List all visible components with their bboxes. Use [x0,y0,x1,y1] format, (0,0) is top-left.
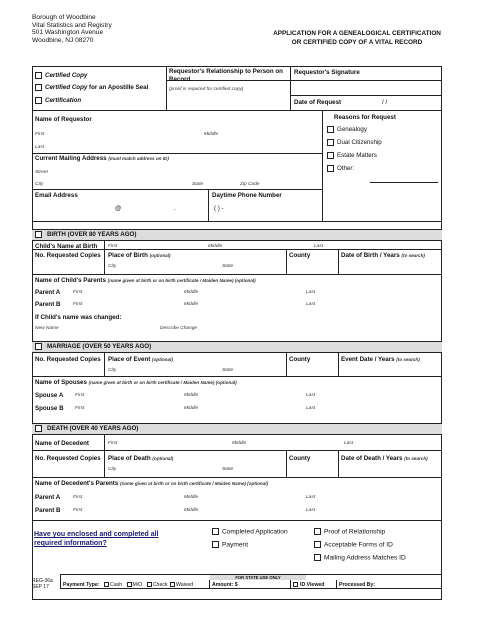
check-forms-of-id[interactable] [314,541,393,548]
death-date-text: Date of Death / Years [341,455,403,462]
death-copies-label: No. Requested Copies [35,455,101,462]
divider [336,580,337,589]
divider [338,450,339,477]
death-section-bar[interactable] [32,423,442,435]
decedent-parents-label [35,480,268,487]
mailing-address-note: (must match address on ID) [108,156,169,161]
processed-by-label: Processed By: [339,582,376,588]
death-place-label [108,455,173,462]
birth-parent-a-label: Parent A [35,289,61,296]
child-middle[interactable]: Middle [208,244,223,249]
child-last[interactable]: Last [314,244,324,249]
reason-genealogy[interactable] [327,126,367,133]
mo-checkbox[interactable] [127,582,132,587]
form-id [32,578,53,590]
spouse-b-label: Spouse B [35,405,64,412]
mailing-address-text: Current Mailing Address [35,155,107,162]
date-of-request-label: Date of Request [294,99,342,106]
state-field[interactable]: State [192,182,204,187]
reason-checkbox[interactable] [327,139,334,146]
street-field[interactable]: Street [35,170,48,175]
decedent-parent-a-last[interactable]: Last [306,495,316,500]
marriage-date-note: (to search) [396,357,420,362]
divider [104,241,105,274]
decedent-parents-text: Name of Decedent's Parents [35,480,119,487]
spouse-a-first[interactable]: First [75,393,85,398]
certification-label: Certification [45,97,82,105]
birth-section-title: BIRTH (OVER 80 YEARS AGO) [47,231,137,238]
divider [32,153,322,154]
relationship-note: (proof is required for certified copy) [169,87,244,92]
death-parent-b-label: Parent B [35,507,61,514]
parent-a-middle[interactable]: Middle [184,290,199,295]
issuer-address [32,14,112,44]
divider [32,477,442,478]
death-parent-a-label: Parent A [35,494,61,501]
marriage-copies-label: No. Requested Copies [35,356,101,363]
decedent-parent-a-middle[interactable]: Middle [184,495,199,500]
mo-label: M/O [132,582,143,588]
death-section-title: DEATH (OVER 40 YEARS AGO) [47,425,139,432]
divider [286,450,287,477]
checklist-question-line2: required information? [34,540,107,547]
reason-checkbox[interactable] [327,152,334,159]
divider [290,95,442,96]
decedent-parents-note: (name given at birth or on birth certificate / Maiden Name) (optional) [120,481,269,486]
marriage-county-label: County [289,356,311,363]
death-date-note: (to search) [404,456,428,461]
id-viewed-label: ID Viewed [300,582,325,588]
mailing-address-label [35,155,169,162]
death-state[interactable]: State [222,467,234,472]
birth-checkbox[interactable] [35,231,42,238]
marriage-section-title: MARRIAGE (OVER 50 YEARS AGO) [47,343,152,350]
death-place-optional: (optional) [152,456,174,461]
cash-checkbox[interactable] [104,582,109,587]
check-payment[interactable] [212,541,248,548]
certified-copy-checkbox[interactable] [35,72,42,79]
spouse-a-label: Spouse A [35,392,64,399]
amount-label [212,582,238,588]
birth-city[interactable]: City [108,264,117,269]
decedent-parent-b-last[interactable]: Last [306,508,316,513]
decedent-label: Name of Decedent [35,440,89,447]
phone-label: Daytime Phone Number [212,192,282,199]
apostille-label-pre: Certified Copy [45,84,88,92]
marriage-section-bar[interactable] [32,341,442,353]
death-place-text: Place of Death [108,455,151,462]
birth-date-note: (to search) [401,253,425,258]
parent-b-last[interactable]: Last [306,302,316,307]
spouses-label [35,379,237,386]
divider [104,435,105,477]
checklist-checkbox[interactable] [212,528,219,535]
birth-date-text: Date of Birth / Years [341,252,400,259]
birth-place-optional: (optional) [149,253,171,258]
other-underline [370,182,438,183]
divider [338,353,339,376]
child-parents-text: Name of Child's Parents [35,277,106,284]
divider [104,353,105,376]
reason-dual-citizenship[interactable] [327,139,382,146]
divider [32,221,442,222]
divider [286,249,287,274]
form-title-line2: OR CERTIFIED COPY OF A VITAL RECORD [291,38,423,46]
check-proof-relationship[interactable] [314,528,385,535]
checklist-question [34,530,158,548]
checklist-checkbox[interactable] [314,541,321,548]
amount-dollar[interactable]: $ [234,582,238,588]
amount-text: Amount: [212,582,234,588]
check-address-matches[interactable] [314,554,406,561]
state-use-header: FOR STATE USE ONLY [210,575,306,580]
birth-date-label [341,252,425,259]
check-completed-application[interactable] [212,528,288,535]
child-first[interactable]: First [108,244,118,249]
marriage-place-label [108,356,173,363]
checklist-question-line1: Have you enclosed and completed all [34,531,159,538]
checklist-checkbox[interactable] [314,554,321,561]
reason-checkbox[interactable] [327,165,334,172]
reason-label: Estate Matters [337,152,377,160]
parent-a-first[interactable]: First [73,290,83,295]
divider [338,249,339,274]
marriage-place-optional: (optional) [152,357,173,362]
id-viewed-checkbox[interactable] [293,582,298,587]
requestor-middle[interactable]: Middle [204,132,219,137]
marriage-checkbox[interactable] [35,343,42,350]
waived-checkbox[interactable] [170,582,175,587]
divider [208,189,209,221]
city-field[interactable]: City [35,182,44,187]
decedent-parent-a-first[interactable]: First [73,495,83,500]
reason-checkbox[interactable] [327,126,334,133]
child-parents-note: (name given at birth or on birth certificate / Maiden Name) (optional) [107,278,256,283]
child-name-label: Child's Name at Birth [35,243,98,250]
form-title-line1: APPLICATION FOR A GENEALOGICAL CERTIFICATION [273,30,441,37]
apostille-checkbox[interactable] [35,84,42,91]
relationship-label: Requestor's Relationship to Person on Record [169,68,283,83]
divider [290,66,291,110]
spouse-b-middle[interactable]: Middle [184,406,199,411]
parent-b-middle[interactable]: Middle [184,302,199,307]
divider [32,450,442,451]
checklist-label: Proof of Relationship [324,528,386,536]
birth-place-text: Place of Birth [108,252,148,259]
certification-option[interactable] [35,97,81,104]
spouses-note: (name given at birth or on birth certificate / Maiden Name) (optional) [88,380,237,385]
birth-place-label [108,252,171,259]
reason-estate[interactable] [327,152,377,159]
phone-field[interactable]: ( ) - [214,205,224,212]
email-at[interactable]: @ [115,205,122,212]
child-parents-label [35,277,256,284]
describe-change-field[interactable]: Describe Change [160,326,198,331]
birth-county-label: County [289,252,311,259]
checklist-checkbox[interactable] [314,528,321,535]
divider [32,274,442,275]
issuer-line: Woodbine, NJ 08270 [32,36,94,44]
requestor-last[interactable]: Last [35,145,45,150]
birth-state[interactable]: State [222,264,234,269]
spouse-a-middle[interactable]: Middle [184,393,199,398]
form-id-code: REG-36a [32,578,53,584]
marriage-state[interactable]: State [222,368,234,373]
death-date-label [341,455,428,462]
decedent-middle[interactable]: Middle [232,441,247,446]
reason-label: Dual Citizenship [337,139,382,147]
birth-copies-label: No. Requested Copies [35,252,101,259]
checklist-label: Mailing Address Matches ID [324,554,406,562]
requestor-name-label: Name of Requestor [35,116,92,123]
checklist-checkbox[interactable] [212,541,219,548]
decedent-parent-b-first[interactable]: First [73,508,83,513]
zip-field[interactable]: Zip Code [240,182,260,187]
form-id-date: SEP 17 [32,584,49,590]
payment-type-label: Payment Type: [63,582,100,588]
email-label: Email Address [35,192,78,199]
marriage-place-text: Place of Event [108,356,151,363]
divider [209,580,210,589]
divider [322,110,323,221]
reason-other[interactable] [327,165,354,172]
divider [286,353,287,376]
email-dot[interactable]: . [174,205,176,212]
id-viewed[interactable] [293,582,324,588]
issuer-line: Vital Statistics and Registry [32,21,112,29]
marriage-date-label [341,356,420,363]
reason-label: Genealogy [337,126,367,134]
certification-checkbox[interactable] [35,97,42,104]
death-checkbox[interactable] [35,425,42,432]
waived-label: Waived [175,582,194,588]
check-checkbox[interactable] [147,582,152,587]
checklist-label: Payment [222,541,249,549]
reason-label: Other: [337,165,355,173]
checklist-label: Completed Application [222,528,288,536]
parent-a-last[interactable]: Last [306,290,316,295]
divider [32,189,322,190]
decedent-first[interactable]: First [108,441,118,446]
spouse-a-last[interactable]: Last [306,393,316,398]
payment-type [63,582,193,588]
death-city[interactable]: City [108,467,117,472]
new-name-field[interactable]: New Name [35,326,59,331]
parent-b-first[interactable]: First [73,302,83,307]
reasons-label: Reasons for Request [334,114,396,121]
death-county-label: County [289,455,311,462]
divider [166,66,167,110]
signature-label: Requestor's Signature [294,69,360,76]
form-title [262,30,452,47]
certified-copy-option[interactable] [35,72,87,79]
apostille-label-post: for an Apostille Seal [89,84,149,92]
name-changed-label: If Child's name was changed: [35,314,122,321]
issuer-line: Borough of Woodbine [32,14,96,21]
cash-label: Cash [109,582,123,588]
check-label: Check [152,582,168,588]
checklist-label: Acceptable Forms of ID [324,541,393,549]
issuer-line: 501 Washington Avenue [32,29,104,37]
divider [32,520,442,521]
certified-copy-label: Certified Copy [45,72,88,80]
spouses-text: Name of Spouses [35,379,87,386]
divider [290,580,291,589]
birth-parent-b-label: Parent B [35,301,61,308]
marriage-city[interactable]: City [108,368,117,373]
decedent-parent-b-middle[interactable]: Middle [184,508,199,513]
spouse-b-last[interactable]: Last [306,406,316,411]
marriage-date-text: Event Date / Years [341,356,395,363]
apostille-option[interactable] [35,84,148,91]
spouse-b-first[interactable]: First [75,406,85,411]
divider [32,376,442,377]
requestor-first[interactable]: First [35,132,45,137]
decedent-last[interactable]: Last [344,441,354,446]
birth-section-bar[interactable] [32,229,442,241]
divider [32,110,442,111]
date-of-request-field[interactable]: / / [382,99,388,106]
